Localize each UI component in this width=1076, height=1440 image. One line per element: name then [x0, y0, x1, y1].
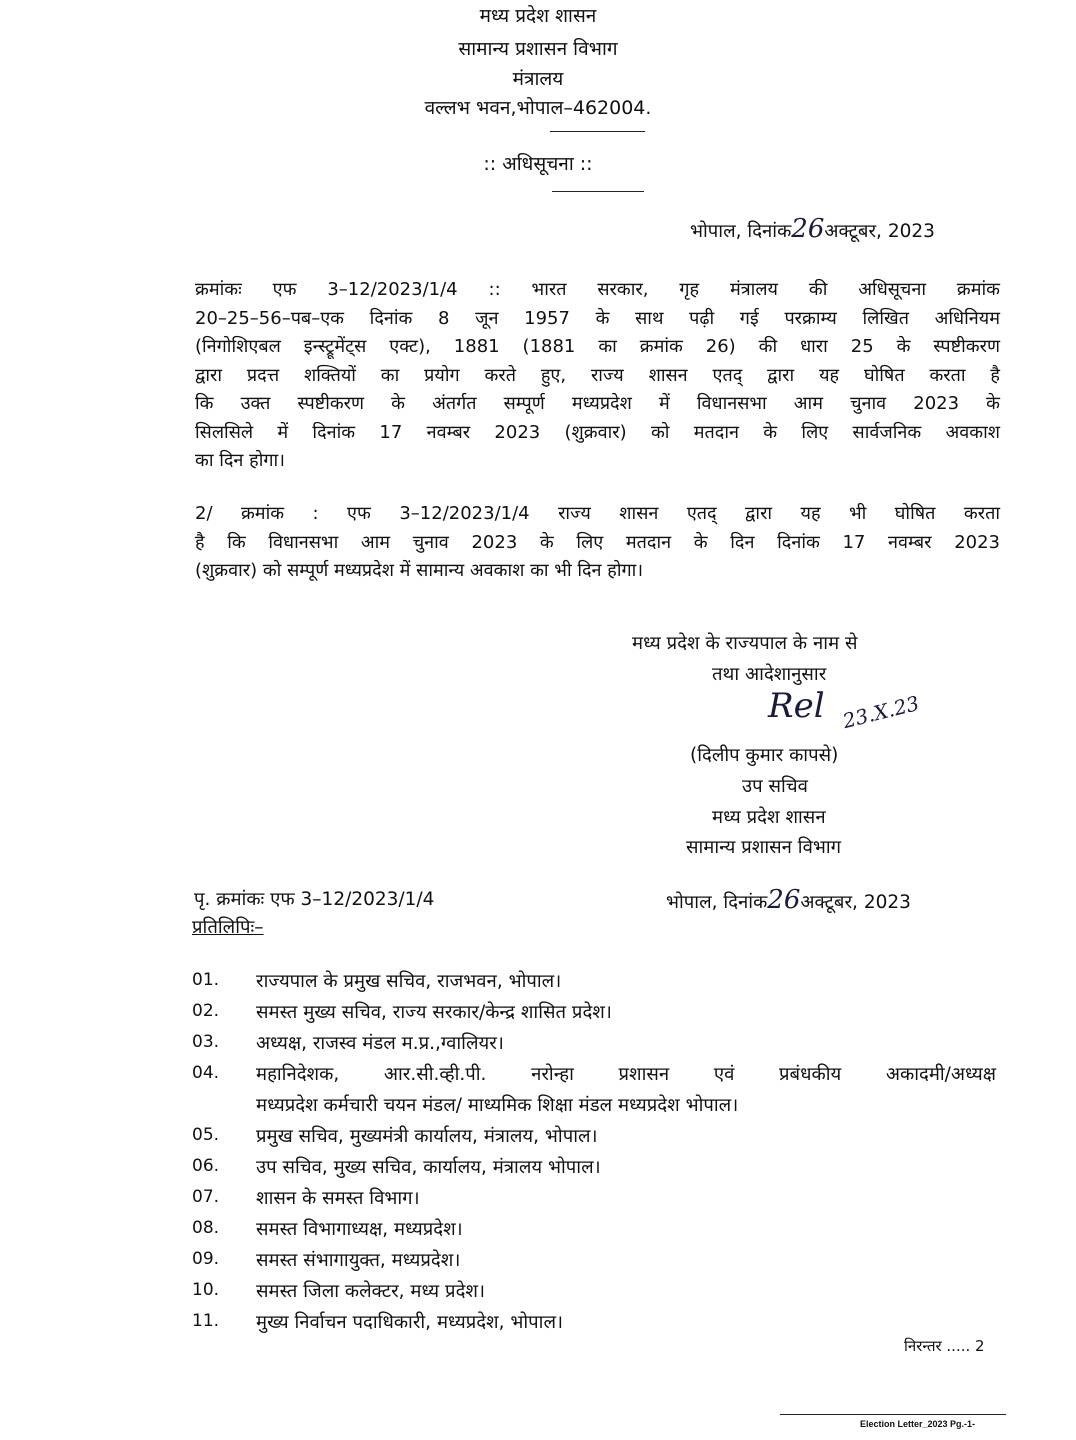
notification-para-2: [195, 500, 1000, 586]
footer-reference: Election Letter_2023 Pg.-1-: [860, 1419, 976, 1429]
para-line: (निगोशिएबल इन्स्ट्रूमेंट्स एक्ट), 1881 (1881 का क्रमांक 26) की धारा 25 के स्पष्टीकरण: [195, 336, 1000, 357]
copy-item-text: शासन के समस्त विभाग।: [256, 1188, 420, 1209]
para-line: क्रमांकः एफ 3–12/2023/1/4 :: भारत सरकार, गृह मंत्रालय की अधिसूचना क्रमांक: [195, 279, 1000, 300]
handwritten-day: 26: [791, 214, 825, 244]
copy-item-text: प्रमुख सचिव, मुख्यमंत्री कार्यालय, मंत्रालय, भोपाल।: [256, 1126, 598, 1147]
para-line: 2/ क्रमांक : एफ 3–12/2023/1/4 राज्य शासन एतद् द्वारा यह भी घोषित करता: [195, 503, 1000, 524]
copy-item-text: समस्त संभागायुक्त, मध्यप्रदेश।: [256, 1250, 461, 1271]
header-address: वल्लभ भवन,भोपाल–462004.: [424, 97, 652, 119]
copy-item-number: 02.: [192, 1001, 220, 1021]
copy-item-number: 08.: [192, 1218, 220, 1238]
notification-para-1: [195, 276, 1000, 476]
signatory-name: (दिलीप कुमार कापसे): [690, 745, 839, 766]
copy-item-text: महानिदेशक, आर.सी.व्ही.पी. नरोन्हा प्रशासन एवं प्रबंधकीय अकादमी/अध्यक्ष: [256, 1064, 996, 1085]
copy-item-text: मध्यप्रदेश कर्मचारी चयन मंडल/ माध्यमिक शिक्षा मंडल मध्यप्रदेश भोपाल।: [256, 1095, 739, 1116]
para-line: का दिन होगा।: [195, 450, 285, 471]
copy-item-text: अध्यक्ष, राजस्व मंडल म.प्र.,ग्वालियर।: [256, 1033, 504, 1054]
signatory-org-2: सामान्य प्रशासन विभाग: [686, 837, 842, 858]
footer-rule: [780, 1414, 1006, 1415]
signature-order-line: तथा आदेशानुसार: [712, 664, 827, 685]
copy-item-text: समस्त मुख्य सचिव, राज्य सरकार/केन्द्र शासित प्रदेश।: [256, 1002, 612, 1023]
para-line: द्वारा प्रदत्त शक्तियों का प्रयोग करते हुए, राज्य शासन एतद् द्वारा यह घोषित करता है: [195, 364, 1000, 386]
copy-item-text: समस्त जिला कलेक्टर, मध्य प्रदेश।: [256, 1281, 485, 1302]
continued-note: निरन्तर ..... 2: [904, 1337, 985, 1355]
header-ministry: मंत्रालय: [512, 68, 564, 90]
para-line: सिलसिले में दिनांक 17 नवम्बर 2023 (शुक्रवार) को मतदान के लिए सार्वजनिक अवकाश: [195, 421, 1000, 443]
copy-item-text: राज्यपाल के प्रमुख सचिव, राजभवन, भोपाल।: [256, 971, 562, 992]
signatory-designation: उप सचिव: [742, 776, 808, 797]
header-divider: [550, 131, 645, 132]
notification-title: :: अधिसूचना ::: [483, 153, 593, 175]
copy-item-number: 07.: [192, 1187, 220, 1207]
copy-to-label: प्रतिलिपिः–: [192, 917, 264, 938]
copy-item-number: 05.: [192, 1125, 220, 1145]
signatory-org-1: मध्य प्रदेश शासन: [712, 807, 826, 828]
para-line: कि उक्त स्पष्टीकरण के अंतर्गत सम्पूर्ण मध्यप्रदेश में विधानसभा आम चुनाव 2023 के: [195, 393, 1000, 414]
copy-item-text: उप सचिव, मुख्य सचिव, कार्यालय, मंत्रालय भोपाल।: [256, 1157, 601, 1178]
copy-item-number: 04.: [192, 1063, 220, 1083]
copy-item-number: 11.: [192, 1311, 220, 1331]
handwritten-sign-date: 23.X.23: [840, 690, 922, 734]
copy-item-number: 06.: [192, 1156, 220, 1176]
para-line: है कि विधानसभा आम चुनाव 2023 के लिए मतदान के दिन दिनांक 17 नवम्बर 2023: [195, 531, 1000, 553]
handwritten-signature: Rel: [768, 686, 825, 726]
copy-item-number: 01.: [192, 970, 220, 990]
copy-item-number: 09.: [192, 1249, 220, 1269]
handwritten-day: 26: [767, 885, 801, 915]
header-department: सामान्य प्रशासन विभाग: [458, 38, 618, 60]
para-line: (शुक्रवार) को सम्पूर्ण मध्यप्रदेश में सामान्य अवकाश का भी दिन होगा।: [195, 560, 644, 581]
endorsement-date: भोपाल, दिनांक26अक्टूबर, 2023: [666, 885, 911, 915]
copy-item-text: समस्त विभागाध्यक्ष, मध्यप्रदेश।: [256, 1219, 463, 1240]
title-divider: [552, 191, 644, 192]
copy-item-text: मुख्य निर्वाचन पदाधिकारी, मध्यप्रदेश, भोपाल।: [256, 1312, 564, 1333]
para-line: 20–25–56–पब–एक दिनांक 8 जून 1957 के साथ पढ़ी गई परक्राम्य लिखित अधिनियम: [195, 307, 1000, 329]
copy-item-number: 10.: [192, 1280, 220, 1300]
copy-item-number: 03.: [192, 1032, 220, 1052]
endorsement-ref: पृ. क्रमांकः एफ 3–12/2023/1/4: [194, 889, 435, 910]
notification-date: भोपाल, दिनांक26अक्टूबर, 2023: [690, 214, 935, 244]
signature-authority-line: मध्य प्रदेश के राज्यपाल के नाम से: [632, 633, 858, 654]
header-state-govt: मध्य प्रदेश शासन: [479, 5, 597, 27]
